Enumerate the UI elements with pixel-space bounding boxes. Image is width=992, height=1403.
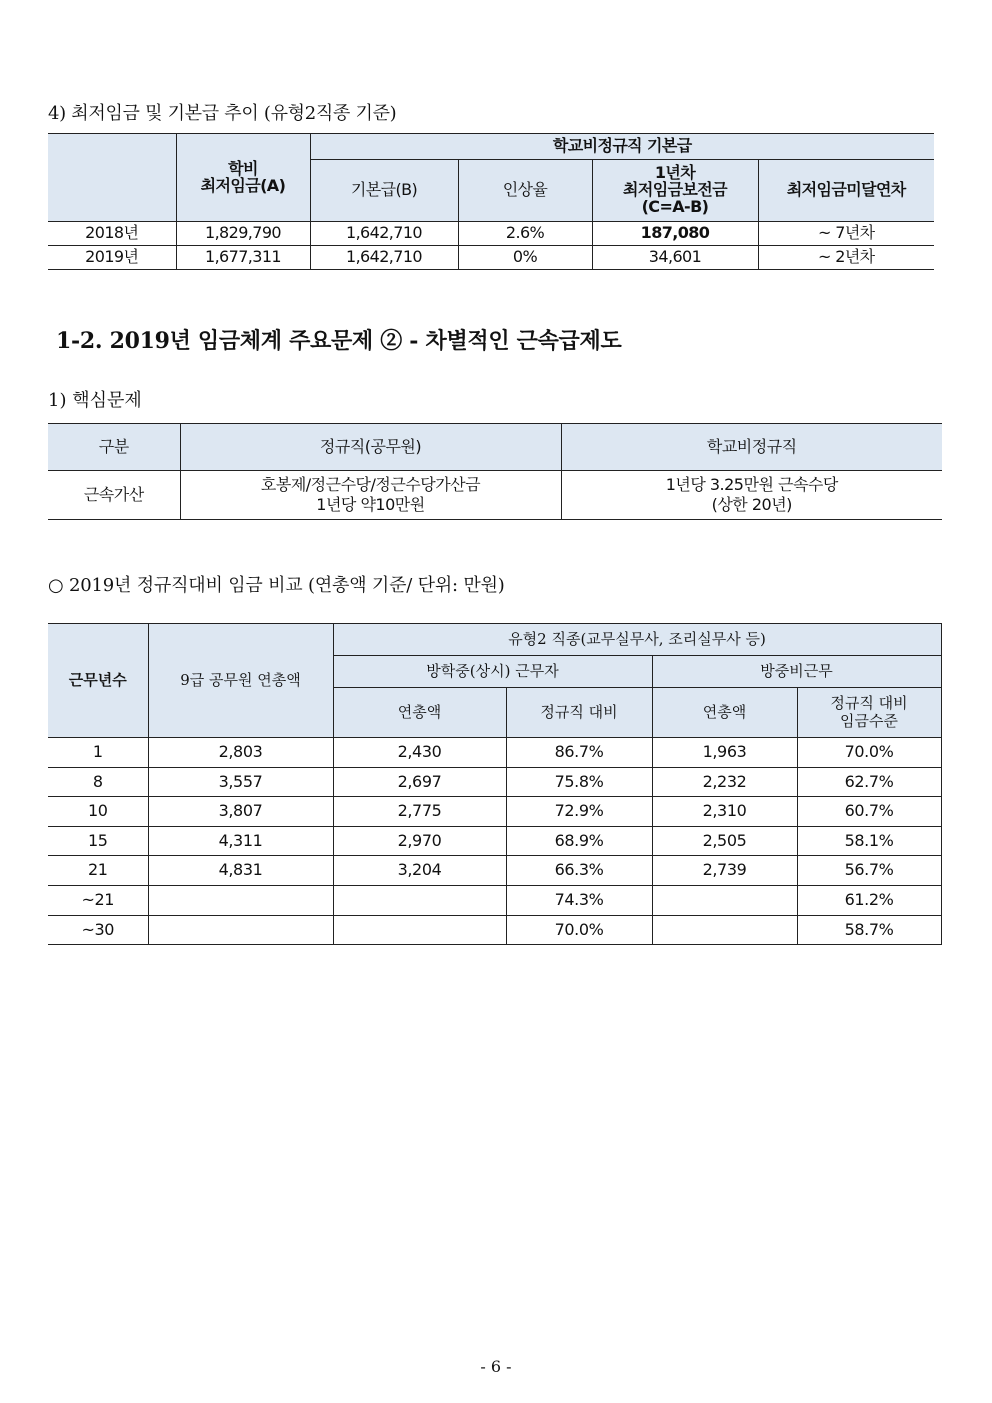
cell-civil [148, 915, 333, 945]
header-vacation-work: 방학중(상시) 근무자 [333, 656, 652, 688]
cell-annual2: 2,310 [652, 797, 797, 827]
section-title: 1-2. 2019년 임금체계 주요문제 ② - 차별적인 근속급제도 [56, 328, 622, 354]
cell-civil: 2,803 [148, 738, 333, 768]
comparison-heading: ○ 2019년 정규직대비 임금 비교 (연총액 기준/ 단위: 만원) [48, 575, 505, 596]
subsection-heading: 1) 핵심문제 [48, 390, 142, 411]
cell-ratio1: 75.8% [506, 767, 652, 797]
cell-ratio2: 70.0% [797, 738, 941, 768]
cell-min-wage: 1,829,790 [176, 222, 310, 246]
table-row [48, 246, 934, 270]
header-vacation-off: 방중비근무 [652, 656, 941, 688]
cell-base: 1,642,710 [310, 246, 458, 270]
cell-annual2: 2,739 [652, 856, 797, 886]
cell-years: 15 [48, 826, 148, 856]
cell-annual1: 2,970 [333, 826, 506, 856]
cell-year: 2018년 [48, 222, 176, 246]
cell-annual1: 2,430 [333, 738, 506, 768]
cell-ratio1: 74.3% [506, 885, 652, 915]
cell-ratio1: 68.9% [506, 826, 652, 856]
table-row [48, 797, 941, 827]
header-empty-cell [48, 134, 176, 222]
cell-years: ~21 [48, 885, 148, 915]
cell-years: ~ 2년차 [758, 246, 934, 270]
cell-ratio1: 86.7% [506, 738, 652, 768]
header-raise-rate: 인상율 [458, 160, 592, 222]
cell-annual1: 2,697 [333, 767, 506, 797]
cell-comp: 34,601 [592, 246, 758, 270]
header-nonregular: 학교비정규직 [561, 424, 942, 471]
section4-heading: 4) 최저임금 및 기본급 추이 (유형2직종 기준) [48, 103, 397, 124]
header-regular: 정규직(공무원) [180, 424, 561, 471]
cell-ratio2: 58.1% [797, 826, 941, 856]
cell-ratio1: 72.9% [506, 797, 652, 827]
table-row [48, 738, 941, 768]
cell-ratio2: 61.2% [797, 885, 941, 915]
table-row [48, 471, 942, 520]
cell-annual1 [333, 915, 506, 945]
wage-comparison-table [48, 623, 942, 945]
table-row [48, 856, 941, 886]
core-issue-table [48, 423, 942, 520]
cell-row-label: 근속가산 [48, 471, 180, 520]
table-row [48, 222, 934, 246]
header-ratio-1: 정규직 대비 [506, 688, 652, 738]
cell-ratio2: 60.7% [797, 797, 941, 827]
cell-comp: 187,080 [592, 222, 758, 246]
header-division: 구분 [48, 424, 180, 471]
cell-annual2 [652, 885, 797, 915]
cell-annual2: 2,232 [652, 767, 797, 797]
cell-annual2 [652, 915, 797, 945]
cell-ratio1: 66.3% [506, 856, 652, 886]
page-number: - 6 - [480, 1357, 512, 1376]
cell-years: ~ 7년차 [758, 222, 934, 246]
cell-base: 1,642,710 [310, 222, 458, 246]
cell-raise: 0% [458, 246, 592, 270]
header-under-min-years: 최저임금미달연차 [758, 160, 934, 222]
table-row [48, 767, 941, 797]
header-compensation: 1년차 최저임금보전금 (C=A-B) [592, 160, 758, 222]
table-row [48, 826, 941, 856]
table-row [48, 885, 941, 915]
cell-annual2: 2,505 [652, 826, 797, 856]
cell-civil [148, 885, 333, 915]
cell-years: 21 [48, 856, 148, 886]
cell-ratio1: 70.0% [506, 915, 652, 945]
cell-nonregular: 1년당 3.25만원 근속수당 (상한 20년) [561, 471, 942, 520]
cell-years: 10 [48, 797, 148, 827]
cell-annual1: 3,204 [333, 856, 506, 886]
cell-annual2: 1,963 [652, 738, 797, 768]
header-base-pay: 기본급(B) [310, 160, 458, 222]
header-min-wage: 학비 최저임금(A) [176, 134, 310, 222]
header-nonregular-base-group: 학교비정규직 기본급 [310, 134, 934, 160]
header-annual-total-2: 연총액 [652, 688, 797, 738]
cell-annual1: 2,775 [333, 797, 506, 827]
cell-annual1 [333, 885, 506, 915]
header-work-years: 근무년수 [48, 624, 148, 738]
min-wage-trend-table [48, 133, 934, 270]
cell-civil: 3,557 [148, 767, 333, 797]
cell-years: ~30 [48, 915, 148, 945]
cell-ratio2: 56.7% [797, 856, 941, 886]
header-ratio-2: 정규직 대비 임금수준 [797, 688, 941, 738]
header-annual-total-1: 연총액 [333, 688, 506, 738]
cell-min-wage: 1,677,311 [176, 246, 310, 270]
cell-regular: 호봉제/정근수당/정근수당가산금 1년당 약10만원 [180, 471, 561, 520]
cell-ratio2: 62.7% [797, 767, 941, 797]
cell-years: 1 [48, 738, 148, 768]
cell-ratio2: 58.7% [797, 915, 941, 945]
cell-years: 8 [48, 767, 148, 797]
cell-civil: 3,807 [148, 797, 333, 827]
cell-raise: 2.6% [458, 222, 592, 246]
cell-civil: 4,831 [148, 856, 333, 886]
cell-civil: 4,311 [148, 826, 333, 856]
header-type2-group: 유형2 직종(교무실무사, 조리실무사 등) [333, 624, 941, 656]
table-row [48, 915, 941, 945]
cell-year: 2019년 [48, 246, 176, 270]
header-civil-servant: 9급 공무원 연총액 [148, 624, 333, 738]
